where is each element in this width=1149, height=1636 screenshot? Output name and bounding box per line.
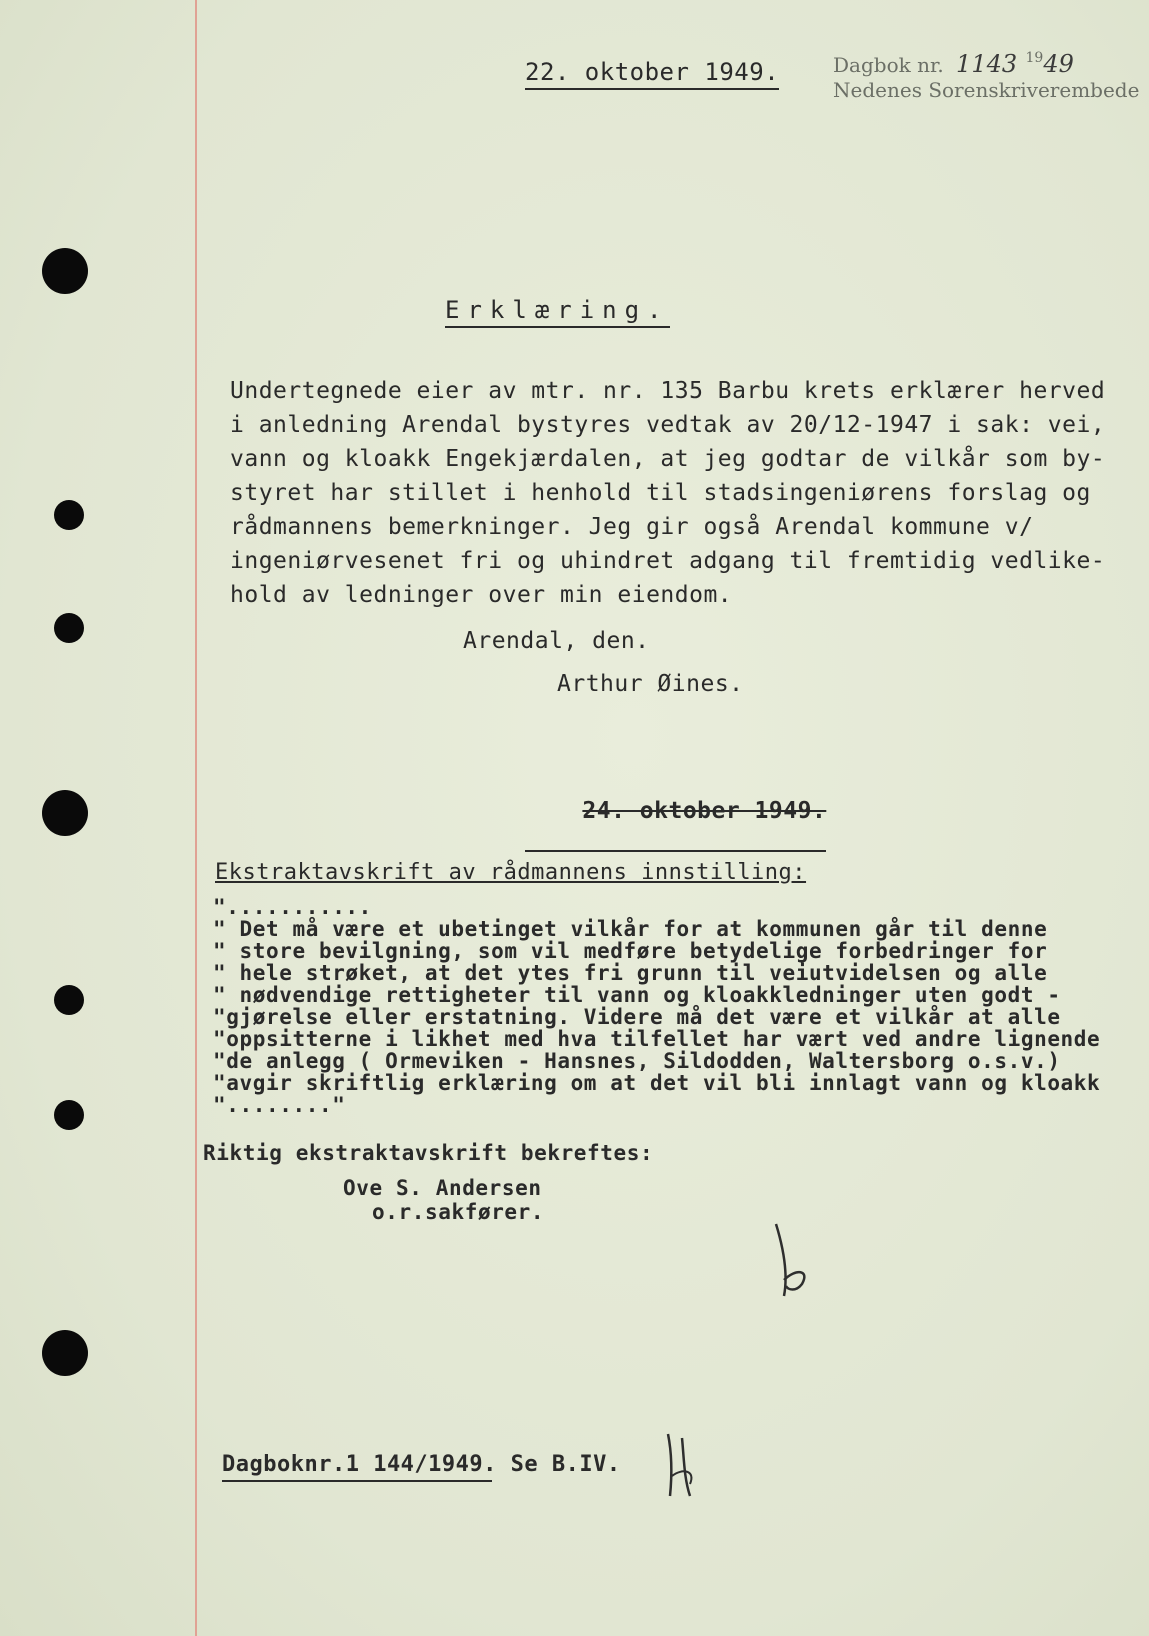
declaration-signature: Arthur Øines.	[557, 671, 744, 697]
document-date: 22. oktober 1949.	[525, 58, 779, 90]
struck-date-text: 24. oktober 1949.	[582, 798, 827, 824]
punch-hole	[42, 248, 88, 294]
excerpt-signer-title: o.r.sakfører.	[372, 1200, 545, 1224]
excerpt-line: " nødvendige rettigheter til vann og kloakkledninger uten godt -	[213, 983, 1061, 1007]
excerpt-line: "de anlegg ( Ormeviken - Hansnes, Sildodden, Waltersborg o.s.v.)	[213, 1049, 1061, 1073]
excerpt-line: "avgir skriftlig erklæring om at det vil bli innlagt vann og kloakk	[213, 1071, 1101, 1095]
declaration-line: vann og kloakk Engekjærdalen, at jeg godtar de vilkår som by-	[230, 446, 1106, 472]
punch-hole	[54, 985, 84, 1015]
stamp-number: 1143	[956, 50, 1018, 78]
footer-underline	[222, 1480, 492, 1482]
declaration-line: ingeniørvesenet fri og uhindret adgang til fremtidig vedlike-	[230, 548, 1106, 574]
excerpt-line: "...........	[213, 895, 372, 919]
excerpt-line: "gjørelse eller erstatning. Videre må det være et vilkår at alle	[213, 1005, 1061, 1029]
declaration-line: rådmannens bemerkninger. Jeg gir også Arendal kommune v/	[230, 514, 1034, 540]
excerpt-line: " store bevilgning, som vil medføre betydelige forbedringer for	[213, 939, 1048, 963]
declaration-place: Arendal, den.	[463, 628, 650, 654]
punch-hole	[54, 1100, 84, 1130]
stamp-prefix: Dagbok nr.	[833, 53, 944, 77]
declaration-line: i anledning Arendal bystyres vedtak av 20/12-1947 i sak: vei,	[230, 412, 1106, 438]
excerpt-confirm: Riktig ekstraktavskrift bekreftes:	[203, 1141, 654, 1165]
punch-hole	[54, 613, 84, 643]
journal-stamp	[833, 50, 1074, 78]
punch-hole	[54, 500, 84, 530]
stamp-year-prefix: 19	[1025, 50, 1044, 66]
stamp-year-suffix: 49	[1043, 50, 1074, 78]
excerpt-line: " hele strøket, at det ytes fri grunn til veiutvidelsen og alle	[213, 961, 1048, 985]
excerpt-line: " Det må være et ubetinget vilkår for at kommunen går til denne	[213, 917, 1048, 941]
punch-hole	[42, 1330, 88, 1376]
margin-line	[195, 0, 197, 1636]
excerpt-heading: Ekstraktavskrift av rådmannens innstilling:	[215, 860, 807, 885]
declaration-title: Erklæring.	[445, 296, 670, 328]
declaration-line: hold av ledninger over min eiendom.	[230, 582, 733, 608]
excerpt-line: "oppsitterne i likhet med hva tilfellet har vært ved andre lignende	[213, 1027, 1101, 1051]
footer-journal-ref: Dagboknr.1 144/1949. Se B.IV.	[222, 1452, 621, 1477]
declaration-line: styret har stillet i henhold til stadsingeniørens forslag og	[230, 480, 1091, 506]
excerpt-signer-name: Ove S. Andersen	[343, 1176, 542, 1200]
struck-date	[525, 772, 826, 852]
punch-hole	[42, 790, 88, 836]
declaration-line: Undertegnede eier av mtr. nr. 135 Barbu krets erklærer herved	[230, 378, 1106, 404]
handwritten-mark	[770, 1220, 820, 1300]
stamp-office: Nedenes Sorenskriverembede	[833, 78, 1140, 102]
excerpt-line: "........"	[213, 1093, 346, 1117]
handwritten-mark	[660, 1430, 710, 1500]
